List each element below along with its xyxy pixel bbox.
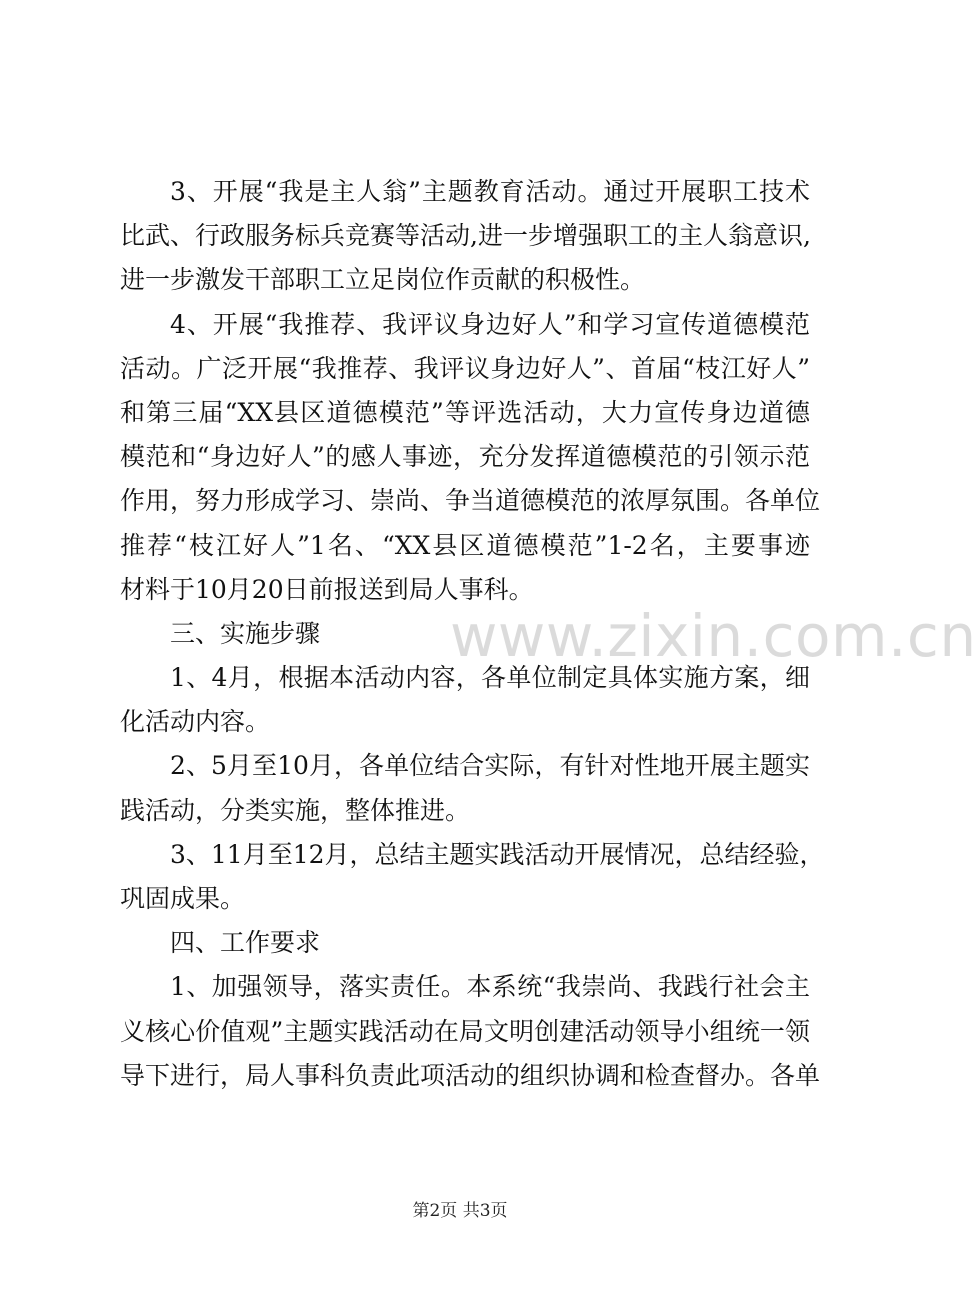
paragraph-line: 践活动，分类实施，整体推进。 xyxy=(120,795,471,825)
paragraph-line: 活动。广泛开展“我推荐、我评议身边好人”、首届“枝江好人” xyxy=(120,353,810,383)
paragraph-line: 化活动内容。 xyxy=(120,707,271,737)
paragraph-line: 推荐“枝江好人”1名、“XX县区道德模范”1-2名，主要事迹 xyxy=(120,530,810,560)
paragraph-line: 2、5月至10月，各单位结合实际，有针对性地开展主题实 xyxy=(170,751,810,781)
page-footer: 第2页 共3页 xyxy=(412,1201,508,1221)
paragraph-line: 导下进行，局人事科负责此项活动的组织协调和检查督办。各单 xyxy=(120,1060,821,1090)
paragraph-line: 1、加强领导，落实责任。本系统“我崇尚、我践行社会主 xyxy=(170,972,810,1002)
paragraph-line: 3、11月至12月，总结主题实践活动开展情况，总结经验， xyxy=(170,839,825,869)
paragraph-line: 进一步激发干部职工立足岗位作贡献的积极性。 xyxy=(120,265,646,295)
paragraph-line: 1、4月，根据本活动内容，各单位制定具体实施方案，细 xyxy=(170,663,810,693)
paragraph-line: 比武、行政服务标兵竞赛等活动,进一步增强职工的主人翁意识, xyxy=(120,221,811,251)
section-heading: 三、实施步骤 xyxy=(170,618,321,648)
paragraph-line: 作用，努力形成学习、崇尚、争当道德模范的浓厚氛围。各单位 xyxy=(120,486,821,516)
section-heading: 四、工作要求 xyxy=(170,928,321,958)
paragraph-line: 4、开展“我推荐、我评议身边好人”和学习宣传道德模范 xyxy=(170,309,810,339)
paragraph-line: 和第三届“XX县区道德模范”等评选活动，大力宣传身边道德 xyxy=(120,397,810,427)
paragraph-line: 巩固成果。 xyxy=(120,884,246,913)
paragraph-line: 材料于10月20日前报送到局人事科。 xyxy=(120,574,534,604)
paragraph-line: 模范和“身边好人”的感人事迹，充分发挥道德模范的引领示范 xyxy=(120,442,810,472)
paragraph-line: 义核心价值观”主题实践活动在局文明创建活动领导小组统一领 xyxy=(120,1016,810,1046)
watermark: www.zixin.com.cn xyxy=(450,602,977,670)
paragraph-line: 3、开展“我是主人翁”主题教育活动。通过开展职工技术 xyxy=(170,177,810,206)
